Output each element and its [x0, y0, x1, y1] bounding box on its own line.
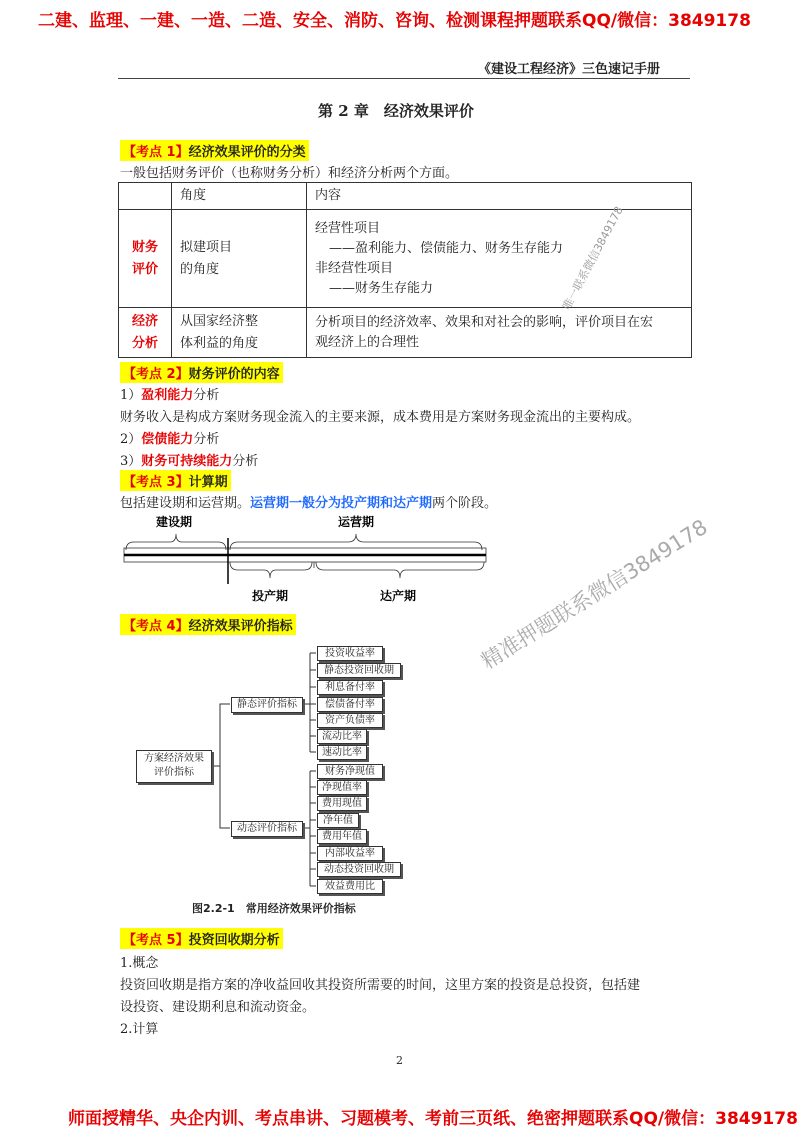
static-item: 流动比率 — [317, 729, 367, 744]
row-head-economic: 经济 分析 — [119, 308, 172, 358]
header-title: 《建设工程经济》三色速记手册 — [478, 62, 661, 77]
row-angle-finance: 拟建项目 的角度 — [172, 210, 307, 308]
classification-table — [118, 182, 692, 358]
kp5-heading — [120, 928, 283, 949]
static-item: 偿债备付率 — [317, 697, 383, 712]
row-angle-economic: 从国家经济整 体利益的角度 — [172, 308, 307, 358]
kp2-item3: 3）财务可持续能力分析 — [120, 454, 259, 469]
kp3-heading — [120, 470, 231, 491]
dynamic-item: 动态投资回收期 — [317, 862, 401, 877]
watermark-large: 精准押题联系微信3849178 — [477, 514, 712, 674]
timeline-label-build: 建设期 — [156, 515, 193, 529]
kp5-tag: 【考点 5】 — [123, 933, 189, 948]
static-node: 静态评价指标 — [231, 697, 303, 713]
dynamic-item: 费用现值 — [317, 796, 367, 811]
brace-build — [126, 534, 226, 550]
header-rule — [118, 78, 690, 79]
root-node: 方案经济效果 评价指标 — [136, 750, 212, 783]
table-row — [119, 308, 692, 358]
row-head-finance: 财务 评价 — [119, 210, 172, 308]
page-number: 2 — [396, 1054, 403, 1067]
kp3-title: 计算期 — [188, 475, 228, 490]
timeline-label-full: 达产期 — [380, 589, 417, 603]
static-item: 利息备付率 — [317, 680, 383, 695]
kp4-heading — [120, 614, 296, 635]
dynamic-item: 财务净现值 — [317, 764, 383, 779]
static-item: 静态投资回收期 — [317, 663, 401, 678]
static-item: 投资收益率 — [317, 646, 383, 661]
bottom-banner: 师面授精华、央企内训、考点串讲、习题模考、考前三页纸、绝密押题联系QQ/微信：3849178 — [68, 1109, 798, 1129]
kp4-title: 经济效果评价指标 — [188, 619, 293, 634]
kp1-tag: 【考点 1】 — [123, 145, 189, 160]
kp5-title: 投资回收期分析 — [188, 933, 280, 948]
timeline-diagram — [118, 512, 498, 612]
static-item: 资产负债率 — [317, 713, 383, 728]
brace-trial — [230, 562, 312, 578]
kp2-tag: 【考点 2】 — [123, 367, 189, 382]
kp1-heading — [120, 140, 309, 161]
kp1-title: 经济效果评价的分类 — [188, 145, 306, 160]
table-header-angle: 角度 — [172, 183, 307, 210]
kp5-section2: 2.计算 — [120, 1022, 159, 1037]
dynamic-node: 动态评价指标 — [231, 821, 303, 837]
dynamic-item: 效益费用比 — [317, 879, 383, 894]
kp3-tag: 【考点 3】 — [123, 475, 189, 490]
brace-full — [316, 562, 484, 578]
table-header-row — [119, 183, 692, 210]
kp1-intro: 一般包括财务评价（也称财务分析）和经济分析两个方面。 — [120, 166, 459, 181]
kp5-para-line1: 投资回收期是指方案的净收益回收其投资所需要的时间，这里方案的投资是总投资，包括建 — [120, 978, 641, 993]
kp2-heading — [120, 362, 283, 383]
kp2-item1-desc: 财务收入是构成方案财务现金流入的主要来源，成本费用是方案财务现金流出的主要构成。 — [120, 410, 641, 425]
kp2-title: 财务评价的内容 — [188, 367, 280, 382]
static-item: 速动比率 — [317, 745, 367, 760]
kp4-tag: 【考点 4】 — [123, 619, 189, 634]
row-content-finance: 经营性项目 ——盈利能力、偿债能力、财务生存能力 非经营性项目 ——财务生存能力 — [307, 210, 692, 308]
kp5-section1: 1.概念 — [120, 956, 159, 971]
timeline-label-operate: 运营期 — [338, 515, 375, 529]
dynamic-item: 净年值 — [317, 813, 359, 828]
dynamic-item: 费用年值 — [317, 829, 367, 844]
figure-caption: 图2.2-1 常用经济效果评价指标 — [192, 902, 356, 915]
chapter-title: 第 2 章 经济效果评价 — [318, 102, 474, 120]
brace-operate — [230, 534, 482, 550]
dynamic-item: 净现值率 — [317, 780, 367, 795]
top-banner: 二建、监理、一建、一造、二造、安全、消防、咨询、检测课程押题联系QQ/微信：3849178 — [38, 11, 751, 31]
row-content-economic: 分析项目的经济效率、效果和对社会的影响，评价项目在宏 观经济上的合理性 — [307, 308, 692, 358]
kp2-item1: 1）盈利能力分析 — [120, 388, 220, 403]
watermark-small: 唯一联系微信3849178 — [560, 204, 626, 313]
timeline-label-trial: 投产期 — [252, 589, 289, 603]
dynamic-item: 内部收益率 — [317, 846, 383, 861]
table-header-content: 内容 — [307, 183, 692, 210]
kp2-item2: 2）偿债能力分析 — [120, 432, 220, 447]
kp5-para-line2: 设投资、建设期利息和流动资金。 — [120, 1000, 316, 1015]
kp3-desc: 包括建设期和运营期。运营期一般分为投产期和达产期两个阶段。 — [120, 496, 498, 511]
